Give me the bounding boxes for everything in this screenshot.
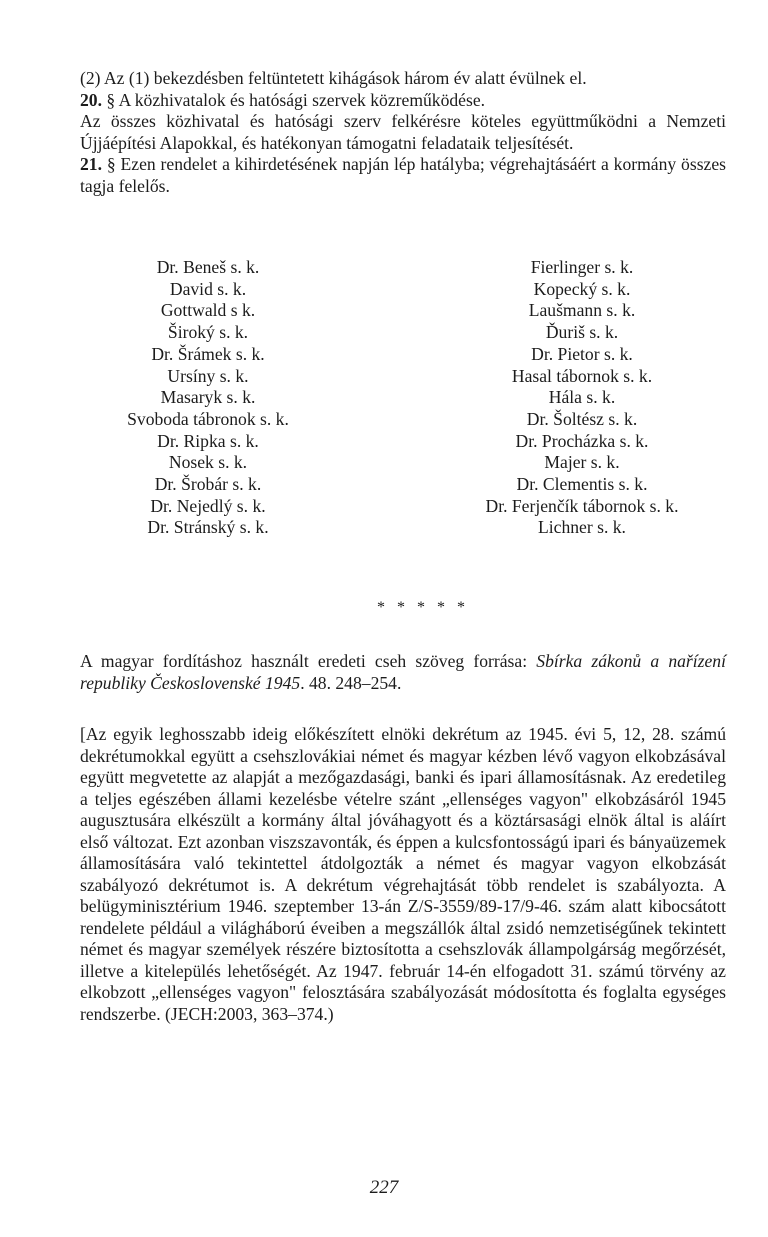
signature-name: Široký s. k. [167, 322, 249, 343]
section-20-heading [80, 90, 726, 112]
signatures-right-column [462, 257, 702, 539]
signature-name: Dr. Clementis s. k. [516, 474, 648, 495]
signature-name: Dr. Šrámek s. k. [151, 343, 265, 364]
signatures-left-column [88, 257, 328, 539]
section-21-number: 21. [80, 154, 102, 174]
source-suffix: . 48. 248–254. [300, 672, 402, 693]
section-21 [80, 154, 726, 197]
paragraph-3: Az összes közhivatal és hatósági szerv felkérésre köteles együttműködni a Nemzeti Újjáépítési Alapokkal, és hatékonyan támogatni feladataik teljesítését. [80, 111, 726, 153]
source-citation [80, 651, 726, 694]
signature-name: Nosek s. k. [168, 452, 248, 473]
signatures-block [80, 257, 726, 581]
signature-name: Majer s. k. [544, 452, 620, 473]
signature-name: Masaryk s. k. [160, 387, 256, 408]
paragraph-1: (2) Az (1) bekezdésben feltüntetett kihágások három év alatt évülnek el. [80, 68, 587, 88]
signature-name: Dr. Stránský s. k. [147, 517, 269, 538]
editorial-note: [Az egyik leghosszabb ideig előkészített elnöki dekrétum az 1945. évi 5, 12, 28. számú dekrétumokkal együtt a csehszlovákiai német és magyar kézben lévő vagyon elkobzásával együtt megvetette az alapját a mezőgazdasági, banki és ipari államosításnak. Az eredetileg a teljes egészében állami kezelésbe vételre szánt „ellenséges vagyon" elkobzásáról 1945 augusztusára elkészült a kormány által jóváhagyott és a köztársasági elnök által is aláírt első változat. Ezt azonban viszszavonták, és éppen a kulcsfontosságú ipari és bányaüzemek államosítására való tekintettel átdolgozták a német és magyar vagyon elkobzását szabályozó dekrétumot is. A dekrétum végrehajtását több rendelet is szabályozta. A belügyminisztérium 1946. szeptember 13-án Z/S-3559/89-17/9-46. szám alatt kibocsátott rendelete például a világháború éveiben a megszállók által zsidó nemzetiségűnek tekintett német és magyar személyek részére biztosította a csehszlovák állampolgárság megőrzését, illetve a kitelepülés lehetőségét. Az 1947. február 14-én elfogadott 31. számú törvény az elkobzott „ellenséges vagyon" felosztására szabályozását módosította és foglalta egységes rendszerbe. (JECH:2003, 363–374.) [80, 724, 726, 1024]
signature-name: Ursíny s. k. [167, 365, 249, 386]
signature-name: Hála s. k. [548, 387, 616, 408]
section-separator: * * * * * [377, 599, 469, 616]
signature-name: Dr. Šrobár s. k. [154, 474, 262, 495]
signature-name: Dr. Nejedlý s. k. [150, 495, 266, 516]
page-content [80, 68, 726, 1025]
source-prefix: A magyar fordításhoz használt eredeti cseh szöveg forrása: [80, 651, 537, 671]
signature-name: Dr. Ferjenčík tábornok s. k. [485, 495, 679, 516]
signature-name: Hasal tábornok s. k. [511, 365, 653, 386]
signature-name: Dr. Ripka s. k. [157, 430, 259, 451]
signature-name: Lichner s. k. [538, 517, 626, 538]
signature-name: David s. k. [169, 278, 247, 299]
section-20-title: § A közhivatalok és hatósági szervek közreműködése. [106, 89, 486, 110]
signature-name: Dr. Pietor s. k. [531, 343, 633, 364]
section-21-text: § Ezen rendelet a kihirdetésének napján lép hatályba; végrehajtásáért a kormány összes tagja felelős. [80, 154, 727, 196]
page-number: 227 [369, 1177, 399, 1198]
signature-name: Dr. Beneš s. k. [156, 257, 260, 277]
section-20-number: 20. [80, 89, 102, 110]
signature-name: Gottwald s k. [160, 300, 256, 321]
signature-name: Fierlinger s. k. [530, 257, 634, 277]
signature-name: Ďuriš s. k. [545, 322, 619, 343]
signature-name: Laušmann s. k. [528, 300, 636, 321]
signature-name: Dr. Šoltész s. k. [526, 408, 638, 429]
source-title: Sbírka zákonů a nařízení republiky Československé 1945 [80, 651, 726, 693]
signature-name: Svoboda tábronok s. k. [127, 408, 289, 429]
signature-name: Dr. Procházka s. k. [515, 430, 649, 451]
signature-name: Kopecký s. k. [533, 278, 631, 299]
